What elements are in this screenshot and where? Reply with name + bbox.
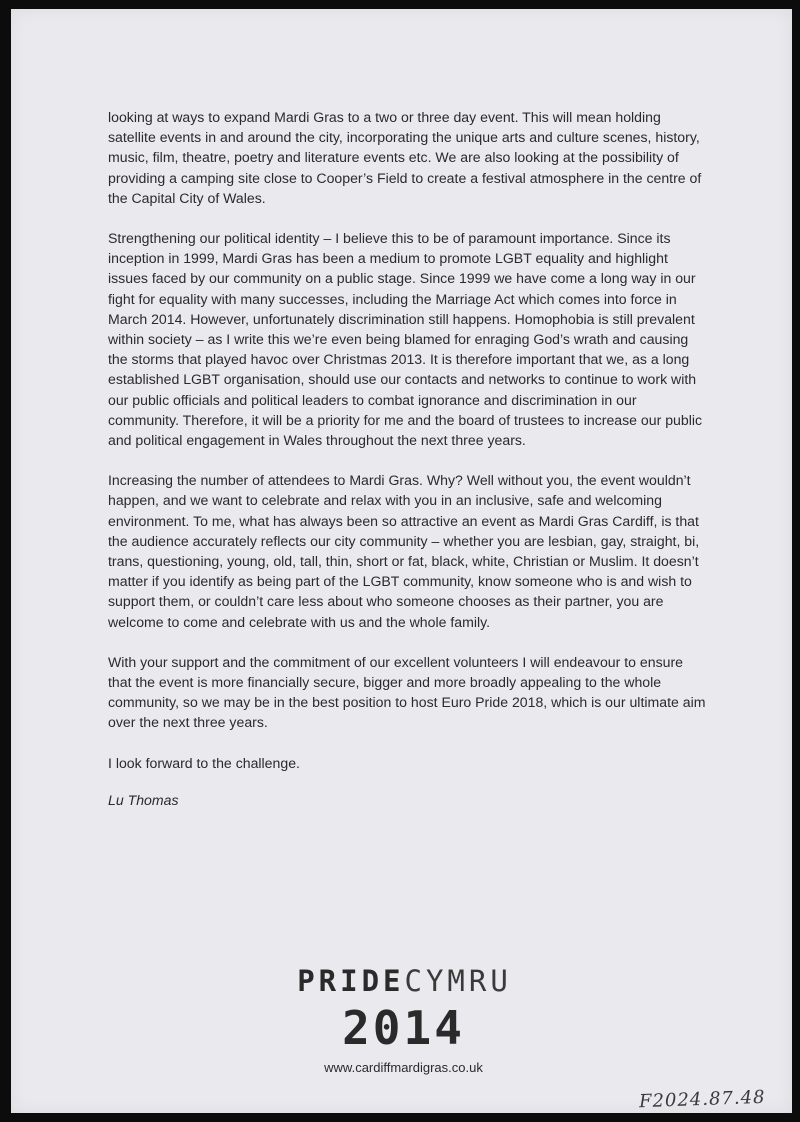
archive-accession-number: F2024.87.48 bbox=[639, 1086, 767, 1113]
paragraph-political-identity: Strengthening our political identity – I believe this to be of paramount importance. Since its inception in 1999, Mardi Gras has been a medium to promote LGBT equality and highlight issues faced by our community on a public stage. Since 1999 we have come a long way in our fight for equality with many successes, including the Marriage Act which comes into force in March 2014. However, unfortunately discrimination still happens. Homophobia is still prevalent within society – as I write this we’re even being blamed for enraging God’s wrath and causing the storms that played havoc over Christmas 2013. It is therefore important that we, as a long established LGBT organisation, should use our contacts and networks to continue to work with our public officials and political leaders to combat ignorance and discrimination in our community. Therefore, it will be a priority for me and the board of trustees to increase our public and political engagement in Wales throughout the next three years. bbox=[108, 230, 703, 449]
paragraph-mardi-gras-expansion: looking at ways to expand Mardi Gras to a two or three day event. This will mean holding satellite events in and around the city, incorporating the unique arts and culture scenes, history, music, film, theatre, poetry and literature events etc. We are also looking at the possibility of providing a camping site close to Cooper’s Field to create a festival atmosphere in the centre of the Capital City of Wales. bbox=[108, 109, 702, 206]
paragraph-attendees: Increasing the number of attendees to Mardi Gras. Why? Well without you, the event wouldn’t happen, and we want to celebrate and relax with you in an inclusive, safe and welcoming environment. To me, what has always been so attractive an event as Mardi Gras Cardiff, is that the audience accurately reflects our city community – whether you are lesbian, gay, straight, bi, trans, questioning, young, old, tall, thin, short or fat, black, white, Christian or Muslim. It doesn’t matter if you identify as being part of the LGBT community, know someone who is and wish to support them, or couldn’t care less about who someone chooses as their partner, you are welcome to come and celebrate with us and the whole family. bbox=[108, 472, 700, 630]
document-page bbox=[11, 9, 792, 1113]
paragraph-volunteers: With your support and the commitment of our excellent volunteers I will endeavour to ensure that the event is more financially secure, bigger and more broadly appealing to the whole community, so we may be in the best position to host Euro Pride 2018, which is our ultimate aim over the next three years. bbox=[108, 653, 706, 731]
letter-body bbox=[108, 107, 708, 830]
brand-pride: PRIDE bbox=[297, 964, 405, 998]
paragraph-closing: I look forward to the challenge. bbox=[108, 754, 300, 771]
signature: Lu Thomas bbox=[108, 791, 179, 808]
website-url: www.cardiffmardigras.co.uk bbox=[324, 1060, 483, 1075]
brand-cymru: CYMRU bbox=[404, 964, 512, 998]
pride-cymru-logo bbox=[11, 964, 792, 1077]
brand-year: 2014 bbox=[342, 1001, 465, 1055]
brand-wordmark bbox=[17, 964, 792, 998]
